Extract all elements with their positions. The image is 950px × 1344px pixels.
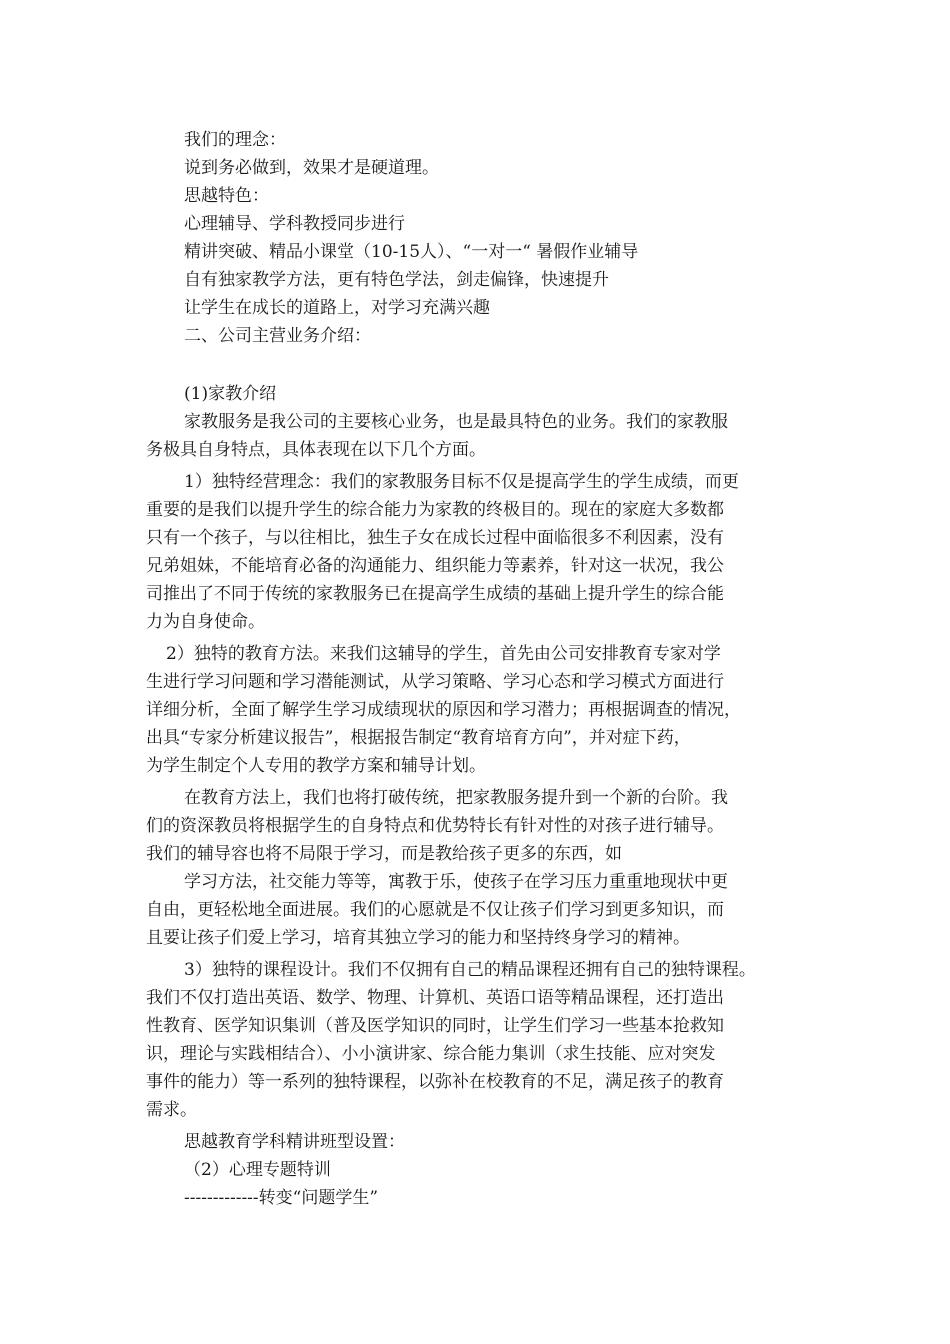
text-line: 说到务必做到，效果才是硬道理。 (184, 158, 439, 178)
text-line: 心理辅导、学科教授同步进行 (184, 214, 405, 234)
text-line: 自由，更轻松地全面进展。我们的心愿就是不仅让孩子们学习到更多知识，而 (146, 900, 724, 920)
text-line: 家教服务是我公司的主要核心业务，也是最具特色的业务。我们的家教服 (184, 412, 728, 432)
text-line: 识，理论与实践相结合）、小小演讲家、综合能力集训（求生技能、应对突发 (146, 1044, 716, 1064)
text-line: 自有独家教学方法，更有特色学法，剑走偏锋，快速提升 (184, 270, 609, 290)
text-line: 性教育、医学知识集训（普及医学知识的同时，让学生们学习一些基本抢救知 (146, 1016, 724, 1036)
text-line: 我们的理念： (184, 130, 286, 150)
text-line: 需求。 (146, 1100, 197, 1120)
text-line: 3）独特的课程设计。我们不仅拥有自己的精品课程还拥有自己的独特课程。 (184, 960, 756, 980)
text-line: 让学生在成长的道路上，对学习充满兴趣 (184, 298, 490, 318)
text-line: 我们不仅打造出英语、数学、物理、计算机、英语口语等精品课程，还打造出 (146, 988, 724, 1008)
text-line: 们的资深教员将根据学生的自身特点和优势特长有针对性的对孩子进行辅导。 (146, 816, 724, 836)
text-line: 详细分析，全面了解学生学习成绩现状的原因和学习潜力；再根据调查的情况， (146, 700, 741, 720)
text-line: 思越教育学科精讲班型设置： (184, 1132, 405, 1152)
text-line: 务极具自身特点，具体表现在以下几个方面。 (146, 440, 486, 460)
text-line: 2）独特的教育方法。来我们这辅导的学生，首先由公司安排教育专家对学 (166, 644, 721, 664)
text-line: 我们的辅导容也将不局限于学习，而是教给孩子更多的东西，如 (146, 844, 622, 864)
text-line: 生进行学习问题和学习潜能测试，从学习策略、学习心态和学习模式方面进行 (146, 672, 724, 692)
text-line: 事件的能力）等一系列的独特课程，以弥补在校教育的不足，满足孩子的教育 (146, 1072, 724, 1092)
text-line: 且要让孩子们爱上学习，培育其独立学习的能力和坚持终身学习的精神。 (146, 928, 690, 948)
text-line: -------------转变“问题学生” (184, 1188, 379, 1208)
text-line: 兄弟姐妹，不能培育必备的沟通能力、组织能力等素养，针对这一状况，我公 (146, 556, 724, 576)
subsection-heading: (1)家教介绍 (184, 384, 277, 404)
text-line: 出具“专家分析建议报告”，根据报告制定“教育培育方向”，并对症下药， (146, 728, 691, 748)
text-line: 重要的是我们以提升学生的综合能力为家教的终极目的。现在的家庭大多数都 (146, 500, 724, 520)
text-line: 1）独特经营理念：我们的家教服务目标不仅是提高学生的学生成绩，而更 (184, 472, 739, 492)
text-line: 学习方法，社交能力等等，寓教于乐，使孩子在学习压力重重地现状中更 (184, 872, 728, 892)
text-line: 精讲突破、精品小课堂（10-15人）、“一对一“ 暑假作业辅导 (184, 242, 639, 262)
text-line: 力为自身使命。 (146, 612, 265, 632)
text-line: 为学生制定个人专用的教学方案和辅导计划。 (146, 756, 486, 776)
text-line: 在教育方法上，我们也将打破传统，把家教服务提升到一个新的台阶。我 (184, 788, 728, 808)
subsection-heading: （2）心理专题特训 (184, 1160, 331, 1180)
text-line: 思越特色： (184, 186, 269, 206)
text-line: 只有一个孩子，与以往相比，独生子女在成长过程中面临很多不利因素，没有 (146, 528, 724, 548)
text-line: 司推出了不同于传统的家教服务已在提高学生成绩的基础上提升学生的综合能 (146, 584, 724, 604)
section-heading: 二、公司主营业务介绍： (184, 326, 371, 346)
